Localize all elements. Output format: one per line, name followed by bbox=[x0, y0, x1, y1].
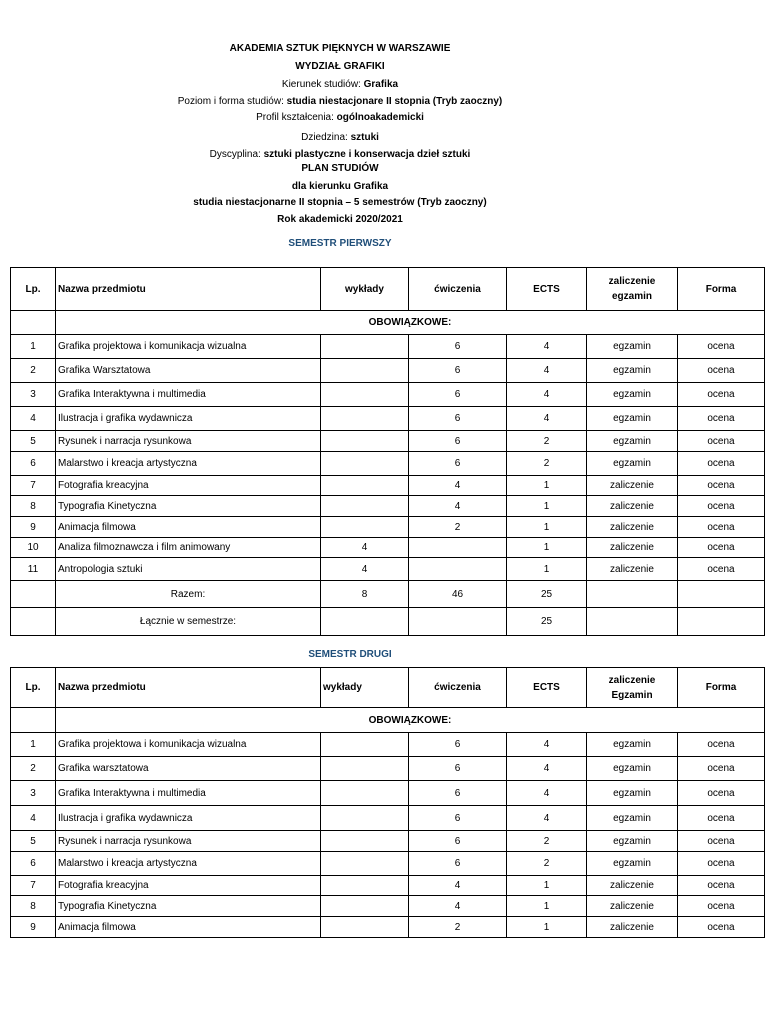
form-cell: ocena bbox=[678, 359, 765, 383]
lectures-cell bbox=[321, 896, 409, 917]
col-name: Nazwa przedmiotu bbox=[56, 268, 321, 311]
lp-cell: 9 bbox=[11, 517, 56, 538]
section-lp-cell bbox=[11, 708, 56, 733]
col-assessment bbox=[587, 268, 678, 311]
assessment-cell: egzamin bbox=[587, 757, 678, 781]
form-cell: ocena bbox=[678, 431, 765, 452]
exercises-cell bbox=[409, 538, 507, 558]
assessment-cell: egzamin bbox=[587, 831, 678, 852]
col-exercises: ćwiczenia bbox=[409, 668, 507, 708]
section-label: OBOWIĄZKOWE: bbox=[56, 311, 765, 335]
lp-cell: 7 bbox=[11, 876, 56, 896]
lp-cell: 10 bbox=[11, 538, 56, 558]
form-cell: ocena bbox=[678, 852, 765, 876]
form-cell: ocena bbox=[678, 781, 765, 806]
subject-row bbox=[11, 558, 765, 581]
lp-cell: 6 bbox=[11, 452, 56, 476]
ects-cell: 4 bbox=[507, 407, 587, 431]
ects-cell: 4 bbox=[507, 359, 587, 383]
assessment-cell: egzamin bbox=[587, 431, 678, 452]
assessment-cell: egzamin bbox=[587, 407, 678, 431]
assessment-cell: egzamin bbox=[587, 335, 678, 359]
exercises-cell: 6 bbox=[409, 452, 507, 476]
assessment-cell: zaliczenie bbox=[587, 517, 678, 538]
assessment-cell: zaliczenie bbox=[587, 917, 678, 938]
lectures-cell bbox=[321, 852, 409, 876]
lectures-cell bbox=[321, 383, 409, 407]
lp-cell: 2 bbox=[11, 359, 56, 383]
lp-cell: 1 bbox=[11, 335, 56, 359]
ects-cell: 1 bbox=[507, 517, 587, 538]
total-row bbox=[11, 581, 765, 608]
col-assessment-line2: egzamin bbox=[611, 291, 652, 302]
exercises-cell: 6 bbox=[409, 781, 507, 806]
subject-name: Animacja filmowa bbox=[56, 917, 321, 938]
semester-total-lectures-cell bbox=[321, 608, 409, 636]
subject-name: Grafika Interaktywna i multimedia bbox=[56, 781, 321, 806]
exercises-cell: 6 bbox=[409, 431, 507, 452]
plan-mode: studia niestacjonarne II stopnia – 5 semestrów (Tryb zaoczny) bbox=[193, 197, 487, 208]
exercises-cell: 6 bbox=[409, 806, 507, 831]
subject-name: Grafika warsztatowa bbox=[56, 757, 321, 781]
assessment-cell: zaliczenie bbox=[587, 496, 678, 517]
discipline bbox=[0, 148, 680, 161]
exercises-cell: 4 bbox=[409, 876, 507, 896]
lectures-cell bbox=[321, 806, 409, 831]
subject-row bbox=[11, 496, 765, 517]
semester-1-title: SEMESTR PIERWSZY bbox=[288, 238, 392, 249]
total-ects: 25 bbox=[507, 581, 587, 608]
ects-cell: 4 bbox=[507, 806, 587, 831]
total-form-cell bbox=[678, 581, 765, 608]
lp-cell: 1 bbox=[11, 733, 56, 757]
semester-total-ects: 25 bbox=[507, 608, 587, 636]
col-lectures: wykłady bbox=[321, 668, 409, 708]
subject-row bbox=[11, 781, 765, 806]
lectures-cell bbox=[321, 781, 409, 806]
header-row bbox=[11, 668, 765, 708]
form-cell: ocena bbox=[678, 496, 765, 517]
subject-row bbox=[11, 452, 765, 476]
semester-total-label: Łącznie w semestrze: bbox=[56, 608, 321, 636]
plan-for: dla kierunku Grafika bbox=[291, 181, 389, 192]
subject-row bbox=[11, 335, 765, 359]
col-name: Nazwa przedmiotu bbox=[56, 668, 321, 708]
subject-row bbox=[11, 407, 765, 431]
form-cell: ocena bbox=[678, 335, 765, 359]
exercises-cell: 6 bbox=[409, 335, 507, 359]
form-cell: ocena bbox=[678, 896, 765, 917]
col-lp: Lp. bbox=[11, 268, 56, 311]
ects-cell: 2 bbox=[507, 831, 587, 852]
semester-total-exercises-cell bbox=[409, 608, 507, 636]
subject-row bbox=[11, 757, 765, 781]
lp-cell: 2 bbox=[11, 757, 56, 781]
subject-row bbox=[11, 733, 765, 757]
level-value: studia niestacjonare II stopnia (Tryb zaoczny) bbox=[286, 96, 503, 107]
discipline-label: Dyscyplina: bbox=[209, 149, 264, 160]
total-label: Razem: bbox=[56, 581, 321, 608]
subject-name: Rysunek i narracja rysunkowa bbox=[56, 831, 321, 852]
exercises-cell: 4 bbox=[409, 476, 507, 496]
subject-row bbox=[11, 876, 765, 896]
col-lp: Lp. bbox=[11, 668, 56, 708]
col-exercises: ćwiczenia bbox=[409, 268, 507, 311]
col-assessment-line1: zaliczenie bbox=[608, 276, 656, 287]
domain-value: sztuki bbox=[350, 132, 379, 143]
ects-cell: 4 bbox=[507, 733, 587, 757]
total-lectures: 8 bbox=[321, 581, 409, 608]
section-row bbox=[11, 311, 765, 335]
subject-row bbox=[11, 852, 765, 876]
lp-cell: 9 bbox=[11, 917, 56, 938]
faculty-name: WYDZIAŁ GRAFIKI bbox=[295, 61, 385, 72]
ects-cell: 1 bbox=[507, 496, 587, 517]
exercises-cell: 6 bbox=[409, 852, 507, 876]
ects-cell: 2 bbox=[507, 431, 587, 452]
section-label: OBOWIĄZKOWE: bbox=[56, 708, 765, 733]
assessment-cell: zaliczenie bbox=[587, 476, 678, 496]
plan-title: PLAN STUDIÓW bbox=[301, 163, 379, 174]
ects-cell: 1 bbox=[507, 876, 587, 896]
semester-total-assessment-cell bbox=[587, 608, 678, 636]
subject-row bbox=[11, 476, 765, 496]
lp-cell: 5 bbox=[11, 831, 56, 852]
col-form: Forma bbox=[678, 668, 765, 708]
col-ects: ECTS bbox=[507, 668, 587, 708]
subject-row bbox=[11, 517, 765, 538]
profile-label: Profil kształcenia: bbox=[256, 112, 337, 123]
subject-name: Malarstwo i kreacja artystyczna bbox=[56, 452, 321, 476]
subject-name: Analiza filmoznawcza i film animowany bbox=[56, 538, 321, 558]
lectures-cell bbox=[321, 517, 409, 538]
subject-row bbox=[11, 431, 765, 452]
col-form: Forma bbox=[678, 268, 765, 311]
lectures-cell bbox=[321, 431, 409, 452]
subject-name: Rysunek i narracja rysunkowa bbox=[56, 431, 321, 452]
ects-cell: 1 bbox=[507, 476, 587, 496]
academic-year: Rok akademicki 2020/2021 bbox=[277, 214, 403, 225]
lectures-cell: 4 bbox=[321, 558, 409, 581]
subject-name: Grafika Warsztatowa bbox=[56, 359, 321, 383]
profile-value: ogólnoakademicki bbox=[336, 112, 424, 123]
subject-name: Animacja filmowa bbox=[56, 517, 321, 538]
lectures-cell: 4 bbox=[321, 538, 409, 558]
subject-name: Ilustracja i grafika wydawnicza bbox=[56, 407, 321, 431]
semester-total-row bbox=[11, 608, 765, 636]
lectures-cell bbox=[321, 359, 409, 383]
lp-cell: 6 bbox=[11, 852, 56, 876]
subject-name: Grafika projektowa i komunikacja wizualna bbox=[56, 733, 321, 757]
lectures-cell bbox=[321, 452, 409, 476]
ects-cell: 1 bbox=[507, 538, 587, 558]
lectures-cell bbox=[321, 496, 409, 517]
exercises-cell: 2 bbox=[409, 517, 507, 538]
study-level bbox=[0, 95, 680, 108]
subject-name: Antropologia sztuki bbox=[56, 558, 321, 581]
level-label: Poziom i forma studiów: bbox=[177, 96, 287, 107]
lectures-cell bbox=[321, 917, 409, 938]
lp-cell: 8 bbox=[11, 896, 56, 917]
exercises-cell: 6 bbox=[409, 831, 507, 852]
discipline-value: sztuki plastyczne i konserwacja dzieł sztuki bbox=[263, 149, 471, 160]
domain bbox=[0, 131, 680, 144]
section-lp-cell bbox=[11, 311, 56, 335]
exercises-cell: 6 bbox=[409, 359, 507, 383]
domain-label: Dziedzina: bbox=[301, 132, 351, 143]
form-cell: ocena bbox=[678, 452, 765, 476]
form-cell: ocena bbox=[678, 383, 765, 407]
subject-name: Malarstwo i kreacja artystyczna bbox=[56, 852, 321, 876]
exercises-cell: 6 bbox=[409, 757, 507, 781]
assessment-cell: egzamin bbox=[587, 383, 678, 407]
ects-cell: 2 bbox=[507, 452, 587, 476]
subject-row bbox=[11, 806, 765, 831]
form-cell: ocena bbox=[678, 757, 765, 781]
assessment-cell: zaliczenie bbox=[587, 558, 678, 581]
semester-total-form-cell bbox=[678, 608, 765, 636]
exercises-cell: 6 bbox=[409, 733, 507, 757]
assessment-cell: egzamin bbox=[587, 781, 678, 806]
assessment-cell: egzamin bbox=[587, 359, 678, 383]
lectures-cell bbox=[321, 831, 409, 852]
lp-cell: 4 bbox=[11, 407, 56, 431]
col-assessment-line1: zaliczenie bbox=[608, 674, 656, 686]
subject-row bbox=[11, 538, 765, 558]
form-cell: ocena bbox=[678, 407, 765, 431]
ects-cell: 4 bbox=[507, 335, 587, 359]
form-cell: ocena bbox=[678, 538, 765, 558]
form-cell: ocena bbox=[678, 733, 765, 757]
lectures-cell bbox=[321, 476, 409, 496]
subject-row bbox=[11, 917, 765, 938]
semester-2-title: SEMESTR DRUGI bbox=[308, 649, 392, 660]
lp-cell: 7 bbox=[11, 476, 56, 496]
form-cell: ocena bbox=[678, 476, 765, 496]
field-of-study bbox=[0, 78, 680, 91]
exercises-cell bbox=[409, 558, 507, 581]
lectures-cell bbox=[321, 733, 409, 757]
ects-cell: 1 bbox=[507, 558, 587, 581]
col-ects: ECTS bbox=[507, 268, 587, 311]
col-assessment-line2: Egzamin bbox=[611, 689, 653, 701]
col-lectures: wykłady bbox=[321, 268, 409, 311]
assessment-cell: zaliczenie bbox=[587, 876, 678, 896]
form-cell: ocena bbox=[678, 558, 765, 581]
form-cell: ocena bbox=[678, 876, 765, 896]
subject-name: Typografia Kinetyczna bbox=[56, 896, 321, 917]
exercises-cell: 4 bbox=[409, 496, 507, 517]
section-row bbox=[11, 708, 765, 733]
exercises-cell: 2 bbox=[409, 917, 507, 938]
assessment-cell: zaliczenie bbox=[587, 896, 678, 917]
lp-cell: 8 bbox=[11, 496, 56, 517]
col-assessment bbox=[587, 668, 678, 708]
total-lp-cell bbox=[11, 581, 56, 608]
semester-total-lp-cell bbox=[11, 608, 56, 636]
ects-cell: 4 bbox=[507, 383, 587, 407]
ects-cell: 4 bbox=[507, 757, 587, 781]
subject-row bbox=[11, 359, 765, 383]
exercises-cell: 4 bbox=[409, 896, 507, 917]
assessment-cell: egzamin bbox=[587, 733, 678, 757]
academy-name: AKADEMIA SZTUK PIĘKNYCH W WARSZAWIE bbox=[229, 43, 451, 54]
subject-name: Fotografia kreacyjna bbox=[56, 476, 321, 496]
subject-name: Typografia Kinetyczna bbox=[56, 496, 321, 517]
assessment-cell: egzamin bbox=[587, 852, 678, 876]
study-profile bbox=[0, 111, 680, 124]
lp-cell: 4 bbox=[11, 806, 56, 831]
header-row bbox=[11, 268, 765, 311]
form-cell: ocena bbox=[678, 831, 765, 852]
semester-2-table bbox=[10, 667, 765, 938]
lectures-cell bbox=[321, 757, 409, 781]
subject-name: Grafika projektowa i komunikacja wizualna bbox=[56, 335, 321, 359]
assessment-cell: egzamin bbox=[587, 806, 678, 831]
ects-cell: 4 bbox=[507, 781, 587, 806]
form-cell: ocena bbox=[678, 917, 765, 938]
subject-name: Grafika Interaktywna i multimedia bbox=[56, 383, 321, 407]
assessment-cell: egzamin bbox=[587, 452, 678, 476]
form-cell: ocena bbox=[678, 806, 765, 831]
subject-name: Ilustracja i grafika wydawnicza bbox=[56, 806, 321, 831]
lp-cell: 5 bbox=[11, 431, 56, 452]
lectures-cell bbox=[321, 407, 409, 431]
assessment-cell: zaliczenie bbox=[587, 538, 678, 558]
subject-row bbox=[11, 383, 765, 407]
semester-1-table bbox=[10, 267, 765, 636]
ects-cell: 1 bbox=[507, 917, 587, 938]
exercises-cell: 6 bbox=[409, 407, 507, 431]
lp-cell: 3 bbox=[11, 383, 56, 407]
field-value: Grafika bbox=[363, 79, 399, 90]
subject-row bbox=[11, 896, 765, 917]
field-label: Kierunek studiów: bbox=[281, 79, 364, 90]
total-assessment-cell bbox=[587, 581, 678, 608]
total-exercises: 46 bbox=[409, 581, 507, 608]
ects-cell: 2 bbox=[507, 852, 587, 876]
lp-cell: 3 bbox=[11, 781, 56, 806]
lp-cell: 11 bbox=[11, 558, 56, 581]
exercises-cell: 6 bbox=[409, 383, 507, 407]
ects-cell: 1 bbox=[507, 896, 587, 917]
lectures-cell bbox=[321, 876, 409, 896]
subject-name: Fotografia kreacyjna bbox=[56, 876, 321, 896]
subject-row bbox=[11, 831, 765, 852]
form-cell: ocena bbox=[678, 517, 765, 538]
lectures-cell bbox=[321, 335, 409, 359]
